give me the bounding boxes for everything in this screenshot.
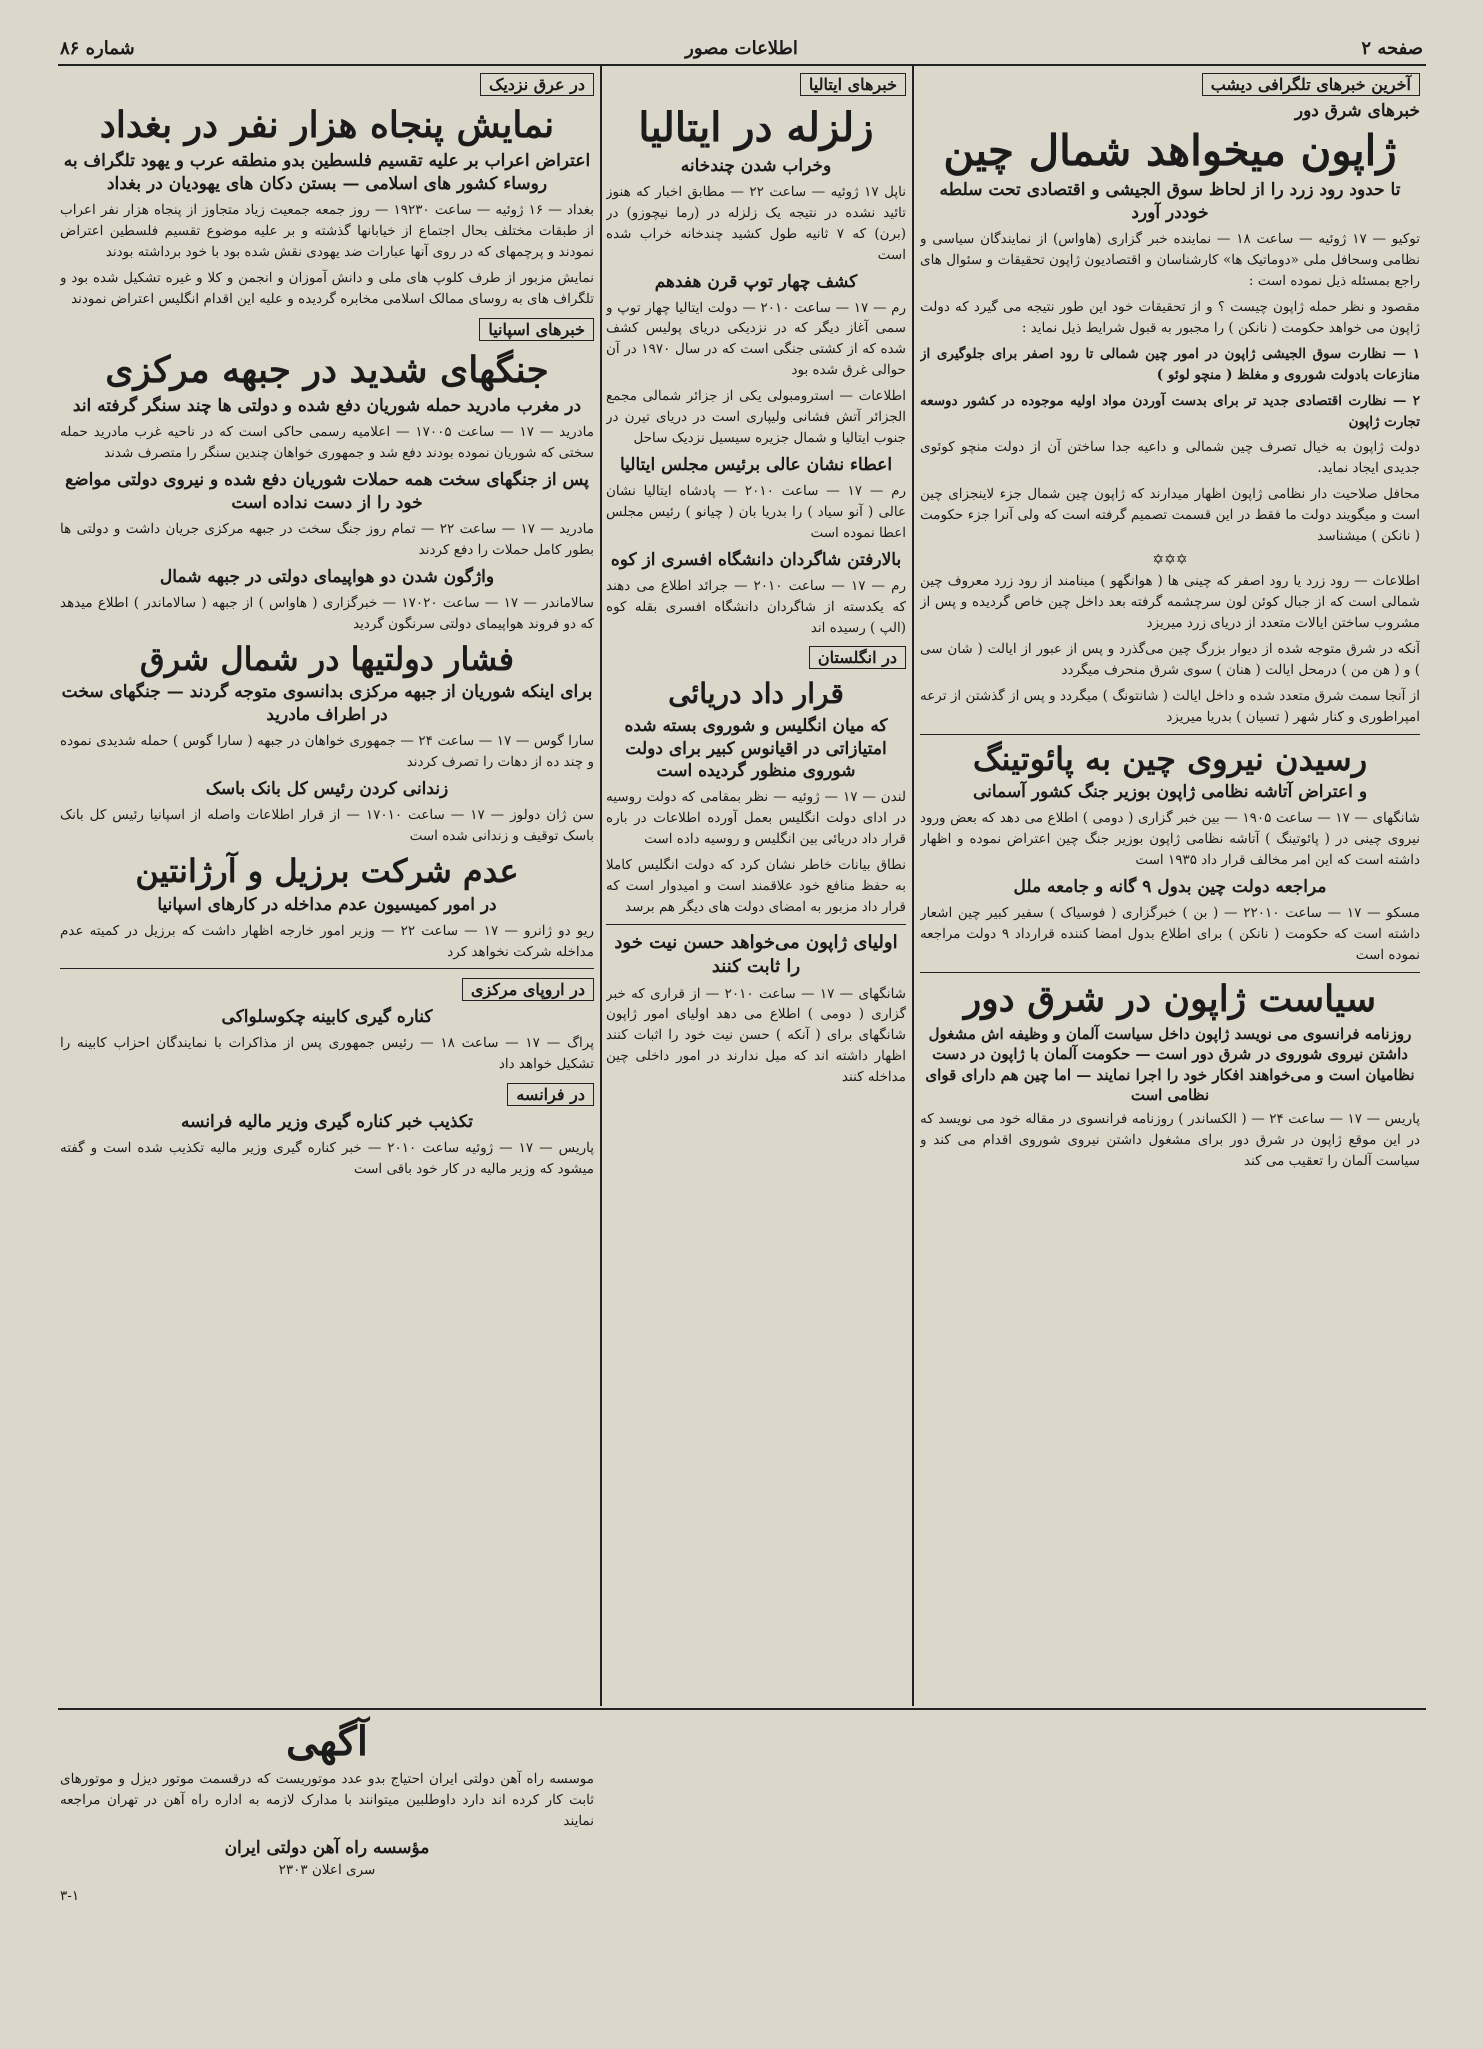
- subheadline: برای اینکه شوریان از جبهه مرکزی بدانسوی متوجه گردند — جنگهای سخت در اطراف مادرید: [61, 682, 593, 726]
- article-paragraph: پاریس — ۱۷ — ساعت ۲۴ — ( الکساندر ) روزنامه فرانسوی در مقاله خود می نویسد که در این موقع ژاپون در شرق دور برای مشغول داشتن نیروی شوروی اقدام می کند و سیاست آلمان را تعقیب می کند: [920, 1111, 1420, 1169]
- page-number: صفحه ۲: [1361, 38, 1423, 59]
- divider: [920, 972, 1420, 973]
- article-paragraph: دولت ژاپون به خیال تصرف چین شمالی و داعیه جدا ساختن آن از دولت منچو کوئوی جدیدی ایجاد نماید.: [920, 439, 1420, 477]
- section-label: خبرهای اسپانیا: [479, 318, 594, 341]
- ad-rule: [58, 1708, 1426, 1710]
- subheadline: بالارفتن شاگردان دانشگاه افسری از کوه: [610, 549, 902, 570]
- subheadline: و اعتراض آتاشه نظامی ژاپون بوزیر جنگ کشور آسمانی: [972, 782, 1368, 803]
- article-paragraph: مسکو — ۱۷ — ساعت ۲۲۰۱۰ — ( بن ) خبرگزاری ( فوسیاک ) سفیر کبیر چین اشعار داشته است که حکومت ( نانکن ) برای اطلاع بدول امضا کننده قرارداد ۹ دولت مراجعه نموده است: [920, 904, 1420, 963]
- article-paragraph: ۱ — نظارت سوق الجیشی ژاپون در امور چین شمالی تا رود اصفر برای جلوگیری از منازعات بادولت شوروی و مغلظ ( منچو لوئو ): [920, 345, 1420, 383]
- article-paragraph: ۲ — نظارت اقتصادی جدید تر برای بدست آوردن مواد اولیه موجوده در کشور دوسعه تجارت ژاپون: [920, 392, 1420, 430]
- article-paragraph: از آنجا سمت شرق متعدد شده و داخل ایالت ( شانتونگ ) میگردد و پس از گذشتن از ترعه امپراطوری و کنار شهر ( تسیان ) بدریا میریزد: [920, 687, 1420, 725]
- article-paragraph: محافل صلاحیت دار نظامی ژاپون اظهار میدارند که ژاپون چین شمال جزء لاینجزای چین است و میگویند دولت ما فقط در این قسمت تصمیم گرفته است که ولی آنرا جزء حکومت ( نانکن ) میشناسد: [920, 486, 1420, 545]
- headline-baghdad: نمایش پنجاه هزار نفر در بغداد: [99, 104, 555, 146]
- column-divider-right: [912, 66, 914, 1706]
- section-label: در انگلستان: [809, 646, 906, 669]
- subheadline: پس از جنگهای سخت همه حملات شوریان دفع شده و نیروی دولتی مواضع خود را از دست نداده است: [65, 470, 589, 513]
- subheadline: زندانی کردن رئیس کل بانک باسک: [205, 779, 449, 800]
- ad-signature: مؤسسه راه آهن دولتی ایران: [224, 1837, 430, 1858]
- headline-japan-policy: سیاست ژاپون در شرق دور: [963, 977, 1377, 1020]
- subheadline: اعتراض اعراب بر علیه تقسیم فلسطین بدو منطقه عرب و یهود تلگراف به روساء کشور های اسلامی — بستن دکان های یهودیان در بغداد: [63, 151, 591, 195]
- top-rule: [58, 64, 1426, 66]
- article-paragraph: ناپل ۱۷ ژوئیه — ساعت ۲۲ — مطابق اخبار که هنوز تائید نشده در نتیجه یک زلزله در (رما نیچوزو) در (برن) که ۷ ثانیه طول کشید چندخانه خراب شده است: [606, 183, 906, 263]
- right-column: [920, 70, 1420, 1700]
- subheadline: کشف چهار توپ قرن هفدهم: [654, 271, 858, 292]
- article-paragraph: پاریس — ۱۷ — ژوئیه ساعت ۲۰۱۰ — خبر کناره گیری وزیر مالیه تکذیب شده است و گفته میشود که وزیر مالیه در کار خود باقی است: [60, 1140, 594, 1178]
- middle-column: [606, 70, 906, 1700]
- article-paragraph: نطاق بیانات خاطر نشان کرد که دولت انگلیس کاملا به حفظ منافع خود علاقمند است و امیدوار است که قرار داد مزبور به امضای دولت های دیگر هم برسد: [606, 857, 906, 916]
- section-label: آخرین خبرهای تلگرافی دیشب: [1202, 73, 1420, 96]
- divider: [60, 968, 594, 969]
- subheadline: وخراب شدن چندخانه: [680, 156, 832, 176]
- headline-brazil-argentina: عدم شرکت برزیل و آرژانتین: [135, 851, 519, 890]
- subsection-label: خبرهای شرق دور: [1294, 101, 1420, 121]
- subheadline: در مغرب مادرید حمله شوریان دفع شده و دولتی ها چند سنگر گرفته اند: [72, 396, 582, 417]
- article-paragraph: شانگهای — ۱۷ — ساعت ۱۹۰۵ — بین خبر گزاری ( دومی ) اطلاع می دهد که بعض ورود نیروی چینی در ( پائوتینگ ) آتاشه نظامی ژاپون بوزیر جنگ چین اعتراض نموده و اظهار داشته است که این امر مخالف قرار داد ۱۹۳۵ است: [920, 810, 1420, 869]
- ad-number: ۳-۱: [60, 1887, 80, 1904]
- article-paragraph: رم — ۱۷ — ساعت ۲۰۱۰ — پادشاه ایتالیا نشان عالی ( آنو سیاد ) را بدریا بان ( چیانو ) رئیس مجلس اعطا نموده است: [606, 482, 906, 541]
- headline-spain-front: جنگهای شدید در جبهه مرکزی: [105, 348, 549, 391]
- headline-italy-earthquake: زلزله در ایتالیا: [638, 104, 874, 151]
- paper-name: اطلاعات مصور: [685, 38, 798, 59]
- section-label: خبرهای ایتالیا: [800, 73, 906, 96]
- article-paragraph: سارا گوس — ۱۷ — ساعت ۲۴ — جمهوری خواهان در جبهه ( سارا گوس ) حمله شدیدی نموده و چند ده از دهات را تصرف کردند: [60, 733, 594, 771]
- subheadline: در امور کمیسیون عدم مداخله در کارهای اسپانیا: [157, 894, 497, 915]
- separator-stars: ✡✡✡: [1152, 552, 1188, 569]
- article-paragraph: مادرید — ۱۷ — ساعت ۲۲ — تمام روز جنگ سخت در جبهه مرکزی جریان داشت و دولتی ها بطور کامل حملات را دفع کردند: [60, 520, 594, 558]
- article-paragraph: رم — ۱۷ — ساعت ۲۰۱۰ — دولت ایتالیا چهار توپ و سمی آغاز دیگر که در نزدیکی دریای پولیس کشف شده که از کشتی جنگی است که در سال ۱۹۷۰ در آن حوالی غرق شده بود: [606, 299, 906, 379]
- article-paragraph: اطلاعات — استرومبولی یکی از جزائر شمالی مجمع الجزائر آتش فشانی ولیپاری است در دریای تیرن در جنوب ایتالیا و شمال جزیره سیسیل نزدیک ساحل: [606, 388, 906, 447]
- article-paragraph: رم — ۱۷ — ساعت ۲۰۱۰ — جرائد اطلاع می دهند که یکدسته از شاگردان دانشگاه افسری بقله کوه (الپ ) رسیده اند: [606, 577, 906, 636]
- article-paragraph: سالاماندر — ۱۷ — ساعت ۱۷۰۲۰ — خبرگزاری ( هاواس ) از جبهه ( سالاماندر ) اطلاع میدهد که دو فروند هواپیمای دولتی سرنگون گردید: [60, 594, 594, 632]
- left-column: [60, 70, 594, 1700]
- subheadline: تا حدود رود زرد را از لحاظ سوق الجیشی و اقتصادی تحت سلطه خوددر آورد: [939, 180, 1401, 224]
- article-paragraph: مادرید — ۱۷ — ساعت ۱۷۰۰۵ — اعلامیه رسمی حاکی است که در ناحیه غرب مادرید حمله سختی که شوریان نموده بودند دفع شد و جمهوری خواهان چندین سنگر را متصرف شدند: [60, 424, 594, 462]
- headline-chinese-forces: رسیدن نیروی چین به پائوتینگ: [972, 739, 1368, 778]
- article-paragraph: آنکه در شرق متوجه شده از دیوار بزرگ چین می‌گذرد و پس از عبور از ایالت ( شان سی ) و ( هن من ) درمحل ایالت ( هنان ) سوی شرق منحرف میگردد: [920, 640, 1420, 678]
- headline-northeast-pressure: فشار دولتیها در شمال شرق: [139, 639, 515, 678]
- advertisement-box: [60, 1714, 594, 2024]
- article-paragraph: مقصود و نظر حمله ژاپون چیست ؟ و از تحقیقات خود این طور نتیجه می گیرد که دولت ژاپون می خواهد حکومت ( نانکن ) را مجبور به قبول شرایط ذیل نماید :: [920, 298, 1420, 336]
- issue-number: شماره ۸۶: [60, 38, 135, 59]
- headline-japan-goodwill: اولیای ژاپون می‌خواهد حسن نیت خود را ثابت کنند: [614, 931, 898, 978]
- article-paragraph: ریو دو ژانرو — ۱۷ — ساعت ۲۲ — وزیر امور خارجه اظهار داشت که برزیل در کمیته عدم مداخله شرکت نخواهد کرد: [60, 922, 594, 960]
- article-paragraph: بغداد — ۱۶ ژوئیه — ساعت ۱۹۲۳۰ — روز جمعه جمعیت زیاد متجاوز از پنجاه هزار نفر اعراب از طبقات مختلف بحال اجتماع از خیابانها گذشته و بر علیه موضوع تقسیم فلسطین اعتراض نمودند و پرچمهای که در روی آنها عبارات ضد یهودی نقش شده بود با خود برداشته بودند: [60, 202, 594, 261]
- article-paragraph: شانگهای — ۱۷ — ساعت ۲۰۱۰ — از قراری که خبر گزاری ( دومی ) اطلاع می دهد اولیای امور ژاپون شانگهای برای ( آنکه ) حسن نیت خود را اثبات کنند اظهار داشته اند که میل ندارند در امور داخلی چین مداخله کنند: [606, 985, 906, 1086]
- headline-japan-north-china: ژاپون میخواهد شمال چین: [943, 126, 1397, 175]
- column-divider-left: [600, 66, 602, 1706]
- divider: [606, 924, 906, 925]
- article-paragraph: اطلاعات — رود زرد یا رود اصفر که چینی ها ( هوانگهو ) مینامند از رود زرد معروف چین شمالی است که از جبال کوئن لون سرچشمه گرفته بعد داخل چین خاص گردیده و پس از مشروب ساختن ایالات متعدد از دریای زرد میریزد: [920, 573, 1420, 631]
- section-label: در اروپای مرکزی: [462, 978, 594, 1001]
- section-label: در عرق نزدیک: [480, 73, 594, 96]
- subheadline: واژگون شدن دو هواپیمای دولتی در جبهه شمال: [159, 566, 495, 587]
- ad-reference: سری اعلان ۲۳۰۳: [278, 1861, 376, 1878]
- subheadline: کناره گیری کابینه چکوسلواکی: [221, 1007, 433, 1028]
- article-paragraph: توکیو — ۱۷ ژوئیه — ساعت ۱۸ — نماینده خبر گزاری (هاواس) از نمایندگان سیاسی و نظامی وسحافل ملی «دوماتیک ها» کارشناسان و اقتصادیون ژاپون تحقیقات و سئوال های راجع بمسئله ذیل نموده است :: [920, 231, 1420, 290]
- article-paragraph: نمایش مزبور از طرف کلوپ های ملی و دانش آموزان و انجمن و کلا و غیره تشکیل شده بود و تلگراف های به روسای ممالک اسلامی مخابره گردیده و علیه این اقدام انگلیس اعتراض نمودند: [60, 270, 594, 307]
- subheadline: مراجعه دولت چین بدول ۹ گانه و جامعه ملل: [1013, 877, 1327, 898]
- ad-title: آگهی: [286, 1718, 368, 1765]
- article-paragraph: سن ژان دولوز — ۱۷ — ساعت ۱۷۰۱۰ — از قرار اطلاعات واصله از اسپانیا رئیس کل بانک باسک توقیف و زندانی شده است: [60, 807, 594, 844]
- article-paragraph: پراگ — ۱۷ — ساعت ۱۸ — رئیس جمهوری پس از مذاکرات با نمایندگان احزاب کابینه را تشکیل خواهد داد: [60, 1035, 594, 1073]
- article-paragraph: لندن — ۱۷ — ژوئیه — نظر بمقامی که دولت روسیه در ادای دولت انگلیس بعمل آورده اطلاعات در باره قرار داد دریائی بین انگلیس و روسیه داده است: [606, 789, 906, 848]
- headline-naval-agreement: قرار داد دریائی: [668, 677, 844, 711]
- divider: [920, 734, 1420, 735]
- subheadline: تکذیب خبر کناره گیری وزیر مالیه فرانسه: [181, 1112, 473, 1133]
- section-label: در فرانسه: [507, 1083, 594, 1106]
- ad-body: موسسه راه آهن دولتی ایران احتیاج بدو عدد موتوریست که درقسمت موتور دیزل و موتورهای ثابت کار کرده اند دارد داوطلبین میتوانند با مدارک لازمه به اداره راه آهن در تهران مراجعه نمایند: [60, 1771, 594, 1829]
- subheadline: اعطاء نشان عالی برئیس مجلس ایتالیا: [619, 455, 893, 476]
- subheadline: روزنامه فرانسوی می نویسد ژاپون داخل سیاست آلمان و وظیفه اش مشغول داشتن نیروی شوروی در شرق دور است — حکومت آلمان با ژاپون در دست نظامیان است و می‌خواهند افکار خود را اجرا نمایند — اما چین هم دارای قوای نظامی است: [925, 1025, 1415, 1104]
- masthead: [60, 34, 1423, 64]
- subheadline: که میان انگلیس و شوروی بسته شده امتیازاتی در اقیانوس کبیر برای دولت شوروی منظور گردیده است: [624, 715, 888, 782]
